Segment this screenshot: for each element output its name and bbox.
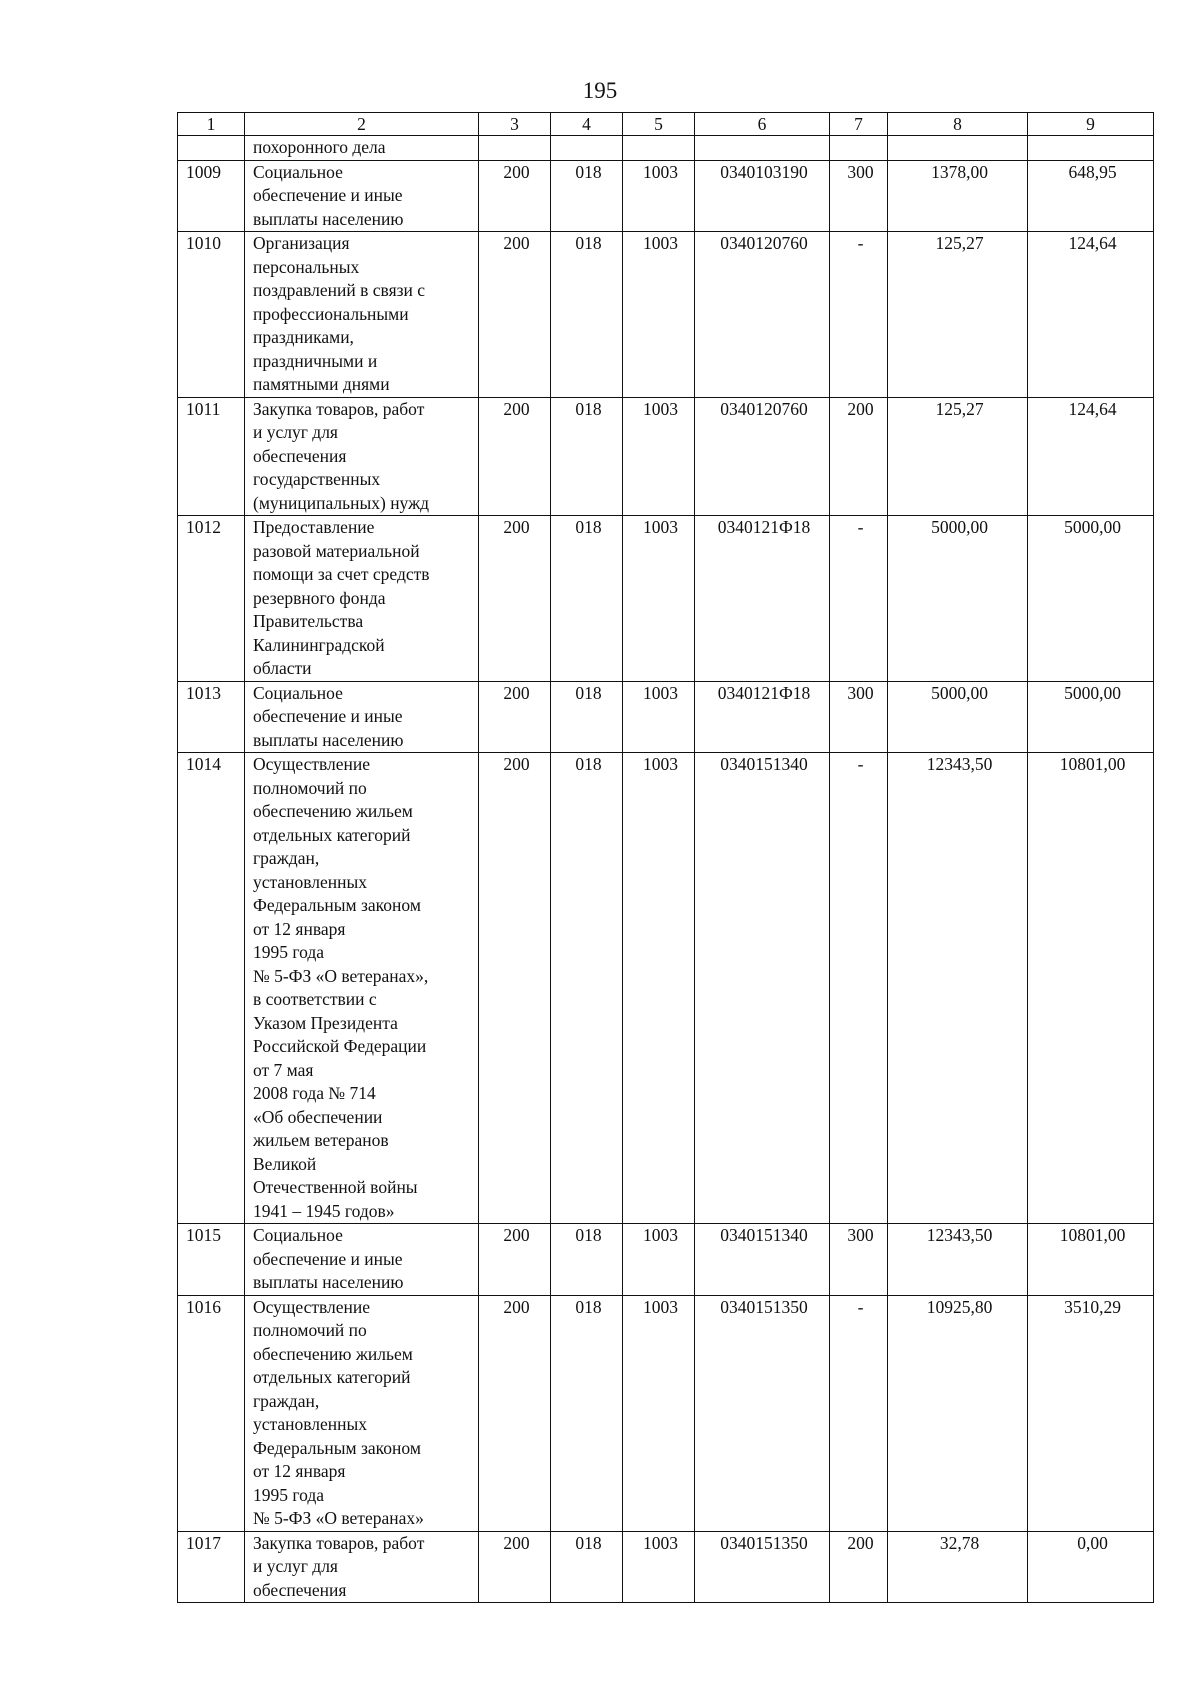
table-body: [178, 136, 1154, 1603]
column-header: 3: [479, 113, 551, 136]
description-line: установленных: [253, 871, 368, 892]
description-line: обеспечению жильем: [253, 1343, 413, 1364]
page-number: 195: [582, 78, 618, 103]
description-line: полномочий по: [253, 1320, 367, 1340]
cell-col7: -: [830, 1295, 888, 1531]
cell-col5: 1003: [623, 1295, 695, 1531]
cell-id: 1017: [178, 1531, 245, 1603]
description-line: от 12 января: [253, 918, 346, 939]
description-line: от 12 января: [253, 1461, 346, 1481]
cell-col9: 648,95: [1028, 160, 1154, 232]
table-row: [178, 1295, 1154, 1531]
cell-col4: 018: [551, 516, 623, 682]
table-row: [178, 160, 1154, 232]
cell-col8: 10925,80: [888, 1295, 1028, 1531]
description-line: и услуг для: [253, 422, 338, 442]
cell-id: 1010: [178, 232, 245, 398]
cell-description: [245, 1531, 479, 1603]
cell-description: [245, 681, 479, 753]
cell-col6: 0340151340: [695, 1224, 830, 1296]
description-line: персональных: [253, 256, 360, 277]
description-line: Федеральным законом: [253, 1437, 421, 1458]
description-line: профессиональными: [253, 303, 409, 324]
header-row: [178, 113, 1154, 136]
cell-id: 1015: [178, 1224, 245, 1296]
cell-col4: 018: [551, 753, 623, 1224]
cell-col3: 200: [479, 1224, 551, 1296]
column-header: 4: [551, 113, 623, 136]
description-line: обеспечения: [253, 445, 347, 466]
cell-col6: 0340121Ф18: [695, 516, 830, 682]
cell-col5: 1003: [623, 753, 695, 1224]
cell-col6: 0340120760: [695, 232, 830, 398]
cell-col4: 018: [551, 681, 623, 753]
description-line: государственных: [253, 469, 381, 489]
table-row: [178, 516, 1154, 682]
cell-description: [245, 160, 479, 232]
description-line: 2008 года № 714: [253, 1083, 376, 1103]
cell-empty: [888, 136, 1028, 161]
cell-col4: 018: [551, 1224, 623, 1296]
description-line: граждан,: [253, 848, 320, 868]
table-row: [178, 232, 1154, 398]
cell-col8: 12343,50: [888, 1224, 1028, 1296]
cell-col6: 0340151350: [695, 1531, 830, 1603]
cell-col7: -: [830, 232, 888, 398]
cell-col8: 5000,00: [888, 681, 1028, 753]
column-header: 7: [830, 113, 888, 136]
cell-id: [178, 136, 245, 161]
description-line: праздниками,: [253, 327, 354, 347]
description-line: Отечественной войны: [253, 1177, 418, 1197]
cell-id: 1012: [178, 516, 245, 682]
description-line: полномочий по: [253, 777, 367, 798]
cell-description: [245, 232, 479, 398]
cell-col8: 12343,50: [888, 753, 1028, 1224]
description-line: резервного фонда: [253, 587, 386, 608]
cell-id: 1013: [178, 681, 245, 753]
cell-col9: 5000,00: [1028, 681, 1154, 753]
cell-empty: [1028, 136, 1154, 161]
cell-col8: 125,27: [888, 232, 1028, 398]
description-line: «Об обеспечении: [253, 1106, 383, 1127]
description-line: Закупка товаров, работ: [253, 1532, 425, 1553]
cell-col7: 200: [830, 397, 888, 516]
cell-col6: 0340120760: [695, 397, 830, 516]
description-line: Организация: [253, 233, 350, 253]
description-line: похоронного дела: [253, 137, 386, 157]
description-line: жильем ветеранов: [253, 1130, 389, 1150]
column-header: 1: [178, 113, 245, 136]
description-line: Социальное: [253, 161, 343, 182]
description-line: выплаты населению: [253, 1272, 404, 1292]
cell-col8: 1378,00: [888, 160, 1028, 232]
cell-col5: 1003: [623, 1224, 695, 1296]
description-line: обеспечение и иные: [253, 706, 403, 726]
description-line: Предоставление: [253, 517, 375, 537]
cell-col3: 200: [479, 681, 551, 753]
cell-col7: 300: [830, 681, 888, 753]
description-line: Российской Федерации: [253, 1036, 427, 1056]
description-line: праздничными и: [253, 350, 378, 371]
description-line: помощи за счет средств: [253, 564, 430, 584]
description-line: Осуществление: [253, 1296, 371, 1317]
cell-empty: [479, 136, 551, 161]
cell-description: [245, 1224, 479, 1296]
description-line: Социальное: [253, 682, 343, 703]
cell-col8: 32,78: [888, 1531, 1028, 1603]
cell-col5: 1003: [623, 1531, 695, 1603]
cell-description: [245, 1295, 479, 1531]
cell-col4: 018: [551, 1531, 623, 1603]
description-line: Осуществление: [253, 754, 371, 774]
cell-col9: 124,64: [1028, 397, 1154, 516]
description-line: обеспечению жильем: [253, 801, 413, 821]
description-line: Федеральным законом: [253, 895, 421, 915]
cell-col9: 10801,00: [1028, 1224, 1154, 1296]
description-line: 1995 года: [253, 942, 325, 962]
cell-col9: 0,00: [1028, 1531, 1154, 1603]
cell-col6: 0340151340: [695, 753, 830, 1224]
cell-col8: 125,27: [888, 397, 1028, 516]
cell-empty: [551, 136, 623, 161]
description-line: области: [253, 658, 312, 678]
table-row: [178, 753, 1154, 1224]
description-line: установленных: [253, 1414, 368, 1434]
description-line: Великой: [253, 1153, 317, 1174]
cell-id: 1016: [178, 1295, 245, 1531]
cell-id: 1014: [178, 753, 245, 1224]
description-line: от 7 мая: [253, 1059, 314, 1080]
cell-col5: 1003: [623, 160, 695, 232]
cell-col7: -: [830, 516, 888, 682]
description-line: 1941 – 1945 годов»: [253, 1200, 395, 1221]
cell-id: 1011: [178, 397, 245, 516]
cell-col7: 200: [830, 1531, 888, 1603]
description-line: № 5-ФЗ «О ветеранах»: [253, 1508, 424, 1528]
cell-id: 1009: [178, 160, 245, 232]
cell-empty: [830, 136, 888, 161]
cell-col9: 10801,00: [1028, 753, 1154, 1224]
description-line: № 5-ФЗ «О ветеранах»,: [253, 965, 429, 986]
cell-col3: 200: [479, 232, 551, 398]
column-header: 5: [623, 113, 695, 136]
description-line: и услуг для: [253, 1556, 338, 1576]
description-line: поздравлений в связи с: [253, 280, 426, 300]
cell-description: [245, 136, 479, 161]
description-line: граждан,: [253, 1390, 320, 1411]
cell-col7: 300: [830, 160, 888, 232]
description-line: Правительства: [253, 611, 364, 631]
cell-col4: 018: [551, 397, 623, 516]
cell-col3: 200: [479, 160, 551, 232]
table-row: [178, 1531, 1154, 1603]
cell-col9: 124,64: [1028, 232, 1154, 398]
cell-col3: 200: [479, 753, 551, 1224]
cell-col6: 0340151350: [695, 1295, 830, 1531]
column-header: 6: [695, 113, 830, 136]
cell-col6: 0340121Ф18: [695, 681, 830, 753]
cell-col5: 1003: [623, 681, 695, 753]
budget-table: [177, 112, 1154, 1603]
description-line: памятными днями: [253, 374, 390, 394]
cell-col4: 018: [551, 232, 623, 398]
cell-col5: 1003: [623, 232, 695, 398]
cell-col3: 200: [479, 1295, 551, 1531]
cell-empty: [695, 136, 830, 161]
description-line: выплаты населению: [253, 729, 404, 750]
cell-col6: 0340103190: [695, 160, 830, 232]
cell-description: [245, 516, 479, 682]
description-line: Закупка товаров, работ: [253, 398, 425, 419]
description-line: Социальное: [253, 1225, 343, 1245]
cell-col8: 5000,00: [888, 516, 1028, 682]
cell-col4: 018: [551, 160, 623, 232]
description-line: (муниципальных) нужд: [253, 492, 430, 513]
column-header: 8: [888, 113, 1028, 136]
cell-col7: -: [830, 753, 888, 1224]
cell-col9: 3510,29: [1028, 1295, 1154, 1531]
description-line: отдельных категорий: [253, 824, 411, 845]
cell-col5: 1003: [623, 516, 695, 682]
cell-col9: 5000,00: [1028, 516, 1154, 682]
cell-description: [245, 397, 479, 516]
table-row: [178, 1224, 1154, 1296]
column-header: 9: [1028, 113, 1154, 136]
column-header: 2: [245, 113, 479, 136]
description-line: Калининградской: [253, 634, 385, 655]
cell-col3: 200: [479, 516, 551, 682]
table-row: [178, 397, 1154, 516]
description-line: обеспечение и иные: [253, 1248, 403, 1269]
description-line: обеспечение и иные: [253, 185, 403, 205]
cell-col4: 018: [551, 1295, 623, 1531]
description-line: Указом Президента: [253, 1012, 398, 1033]
description-line: выплаты населению: [253, 208, 404, 229]
cell-description: [245, 753, 479, 1224]
description-line: 1995 года: [253, 1484, 325, 1505]
continuation-row: [178, 136, 1154, 161]
description-line: в соответствии с: [253, 989, 377, 1009]
description-line: отдельных категорий: [253, 1367, 411, 1387]
cell-col5: 1003: [623, 397, 695, 516]
cell-col3: 200: [479, 397, 551, 516]
cell-col7: 300: [830, 1224, 888, 1296]
description-line: обеспечения: [253, 1579, 347, 1600]
description-line: разовой материальной: [253, 540, 420, 561]
cell-empty: [623, 136, 695, 161]
table-row: [178, 681, 1154, 753]
cell-col3: 200: [479, 1531, 551, 1603]
